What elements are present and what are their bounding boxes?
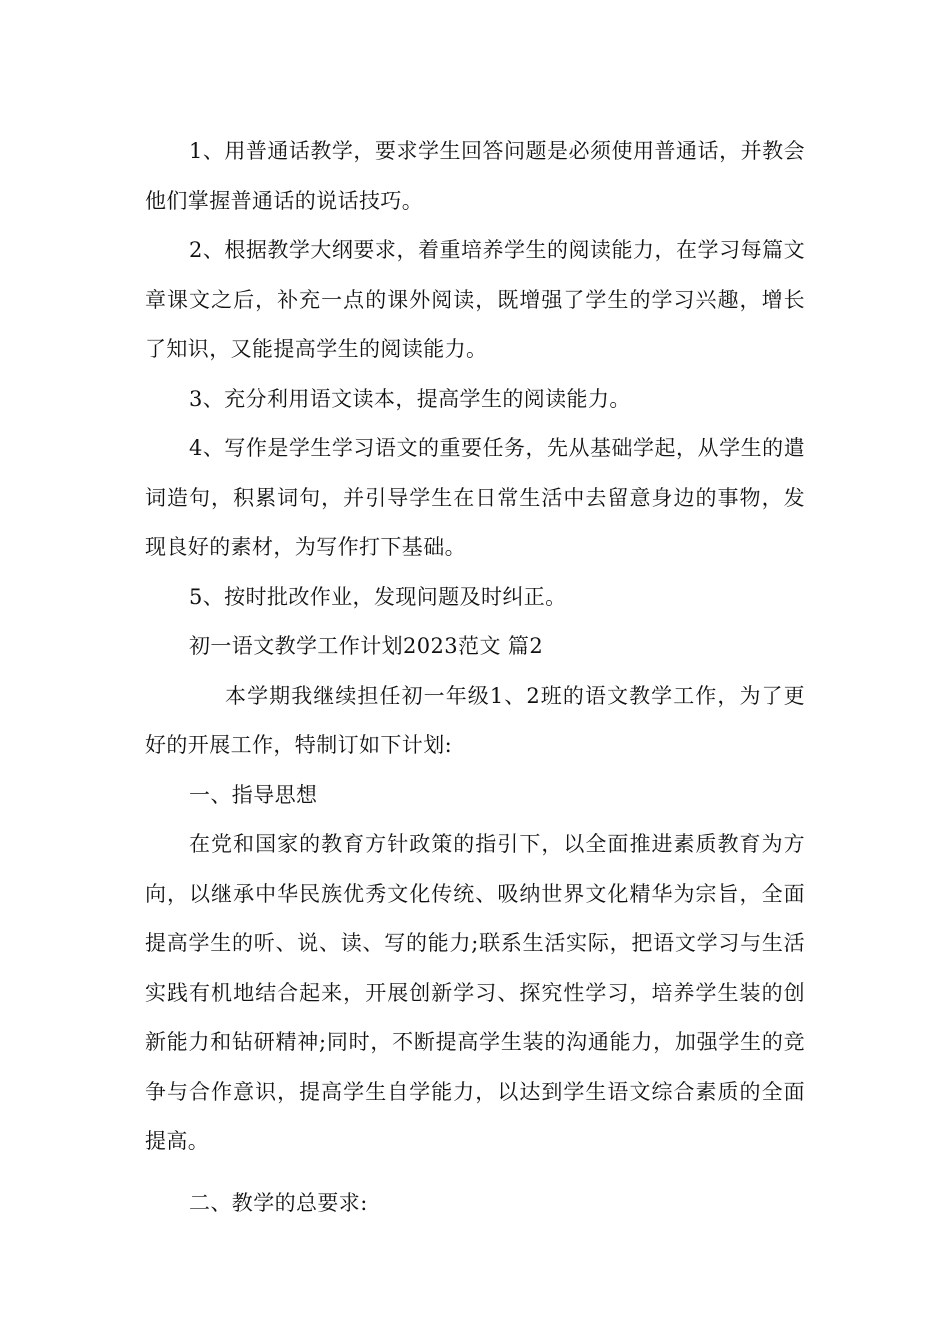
heading-teaching-requirements: 二、教学的总要求: [189, 1190, 368, 1215]
paragraph-item-5: 5、按时批改作业，发现问题及时纠正。 [189, 584, 567, 609]
heading-guiding-idea: 一、指导思想 [189, 782, 318, 807]
paragraph-item-4: 4、写作是学生学习语文的重要任务，先从基础学起，从学生的遣词造句，积累词句，并引导学生在日常生活中去留意身边的事物，发现良好的素材，为写作打下基础。 [145, 436, 805, 559]
intro-paragraph: 本学期我继续担任初一年级1、2班的语文教学工作，为了更好的开展工作，特制订如下计划: [145, 683, 805, 757]
document-body [145, 127, 805, 1228]
guiding-idea-paragraph: 在党和国家的教育方针政策的指引下，以全面推进素质教育为方向，以继承中华民族优秀文化传统、吸纳世界文化精华为宗旨，全面提高学生的听、说、读、写的能力;联系生活实际，把语文学习与生活实践有机地结合起来，开展创新学习、探究性学习，培养学生装的创新能力和钻研精神;同时，不断提高学生装的沟通能力，加强学生的竞争与合作意识，提高学生自学能力，以达到学生语文综合素质的全面提高。 [145, 832, 805, 1153]
paragraph-item-1: 1、用普通话教学，要求学生回答问题是必须使用普通话，并教会他们掌握普通话的说话技巧。 [145, 139, 805, 213]
paragraph-item-2: 2、根据教学大纲要求，着重培养学生的阅读能力，在学习每篇文章课文之后，补充一点的课外阅读，既增强了学生的学习兴趣，增长了知识，又能提高学生的阅读能力。 [145, 238, 805, 361]
paragraph-item-3: 3、充分利用语文读本，提高学生的阅读能力。 [189, 386, 631, 411]
section-heading: 初一语文教学工作计划2023范文 篇2 [189, 634, 544, 658]
